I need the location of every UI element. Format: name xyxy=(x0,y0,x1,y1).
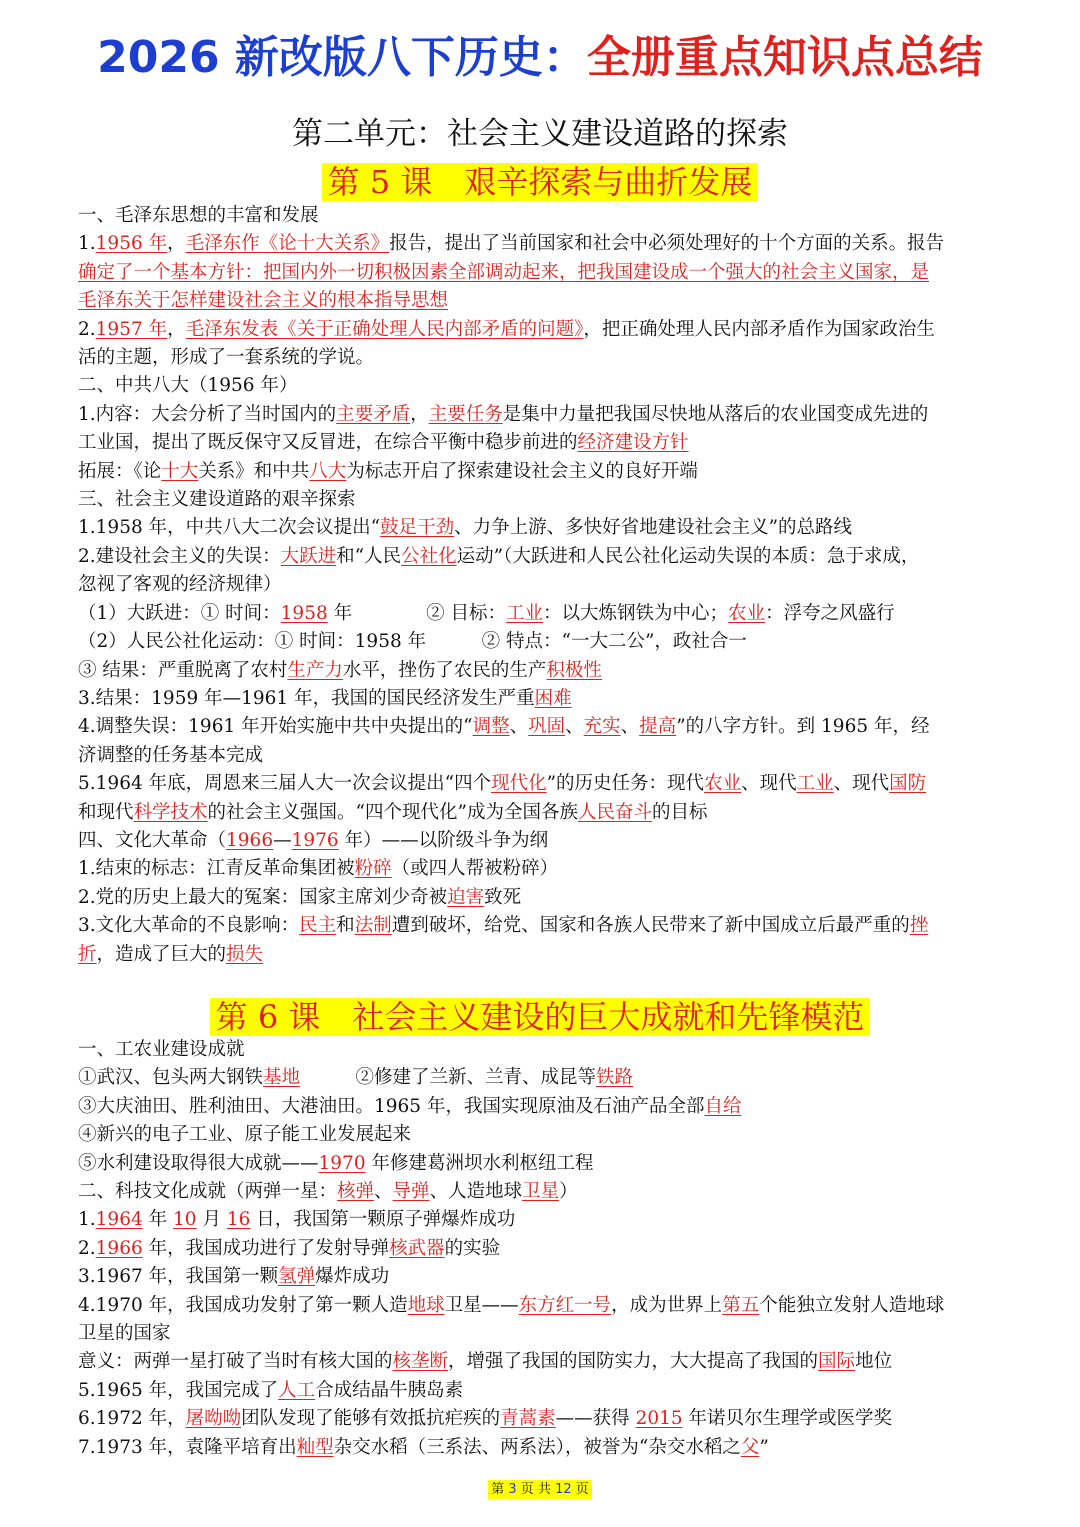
text-segment: ——获得 xyxy=(555,1408,636,1430)
key-term: 自给 xyxy=(704,1095,742,1117)
text-segment: （1）大跃进：① 时间： xyxy=(78,602,281,624)
key-term: 东方红一号 xyxy=(518,1294,612,1316)
lesson-5-heading xyxy=(0,160,1080,204)
text-segment: 6.1972 年， xyxy=(78,1408,186,1430)
text-segment: 一、毛泽东思想的丰富和发展 xyxy=(78,205,319,226)
key-term: 16 xyxy=(226,1209,251,1231)
content-line xyxy=(78,685,1008,713)
content-line xyxy=(78,1263,1008,1291)
unit-heading: 第二单元：社会主义建设道路的探索 xyxy=(292,116,788,152)
content-line xyxy=(78,770,1008,798)
key-term: 损失 xyxy=(226,943,264,965)
key-term: 法制 xyxy=(354,915,392,937)
content-line xyxy=(78,1377,1008,1405)
content-line xyxy=(78,1093,1008,1121)
text-segment: 关系》和中共 xyxy=(198,460,310,482)
key-term: 毛泽东发表《关于正确处理人民内部矛盾的问题》 xyxy=(185,318,584,340)
text-segment: （2）人民公社化运动：① 时间：1958 年 ② 特点：“一大二公”，政社合一 xyxy=(78,631,747,653)
text-segment: 3.结果：1959 年—1961 年，我国的国民经济发生严重 xyxy=(78,687,535,709)
text-segment: ” xyxy=(759,1436,769,1458)
key-term: 挫 xyxy=(909,915,929,937)
key-term: 1970 xyxy=(318,1152,366,1174)
text-segment: 年 xyxy=(142,1209,174,1231)
key-term: 工业 xyxy=(796,773,834,795)
key-term: 迫害 xyxy=(447,886,485,908)
key-term: 人民奋斗 xyxy=(577,801,652,823)
text-segment: 卫星—— xyxy=(444,1294,519,1316)
text-segment: ”的八字方针。到 1965 年，经 xyxy=(676,716,930,738)
key-term: 充实 xyxy=(583,716,621,738)
text-segment: 、 xyxy=(374,1181,393,1203)
key-term: 折 xyxy=(78,943,97,965)
key-term: 巩固 xyxy=(528,716,566,738)
text-segment: ，成为世界上 xyxy=(611,1294,723,1316)
key-term: 毛泽东作《论十大关系》 xyxy=(185,233,390,255)
key-term: 人工 xyxy=(278,1379,316,1401)
key-term: 父 xyxy=(740,1436,760,1458)
text-segment: 忽视了客观的经济规律） xyxy=(78,574,282,596)
key-term: 核武器 xyxy=(389,1237,445,1259)
content-line xyxy=(78,855,1008,883)
key-term: 第五 xyxy=(722,1294,760,1316)
key-term: 屠呦呦 xyxy=(185,1408,242,1430)
key-term: 1966 xyxy=(95,1237,143,1259)
text-segment: 二、中共八大（1956 年） xyxy=(78,375,298,397)
key-term: 十大 xyxy=(161,460,199,482)
footer-middle: 页 共 xyxy=(520,1482,551,1497)
key-term: 大跃进 xyxy=(280,545,337,567)
key-term: 科学技术 xyxy=(133,801,208,823)
content-line xyxy=(78,1064,1008,1092)
text-segment: 济调整的任务基本完成 xyxy=(78,744,264,766)
text-segment: 年）——以阶级斗争为纲 xyxy=(338,829,549,851)
text-segment: 、人造地球 xyxy=(429,1181,523,1203)
text-segment: 4.调整失误：1961 年开始实施中共中央提出的“ xyxy=(78,716,473,738)
text-segment: 卫星的国家 xyxy=(78,1323,171,1345)
text-segment: 的实验 xyxy=(444,1237,501,1259)
text-segment: 7.1973 年，袁隆平培育出 xyxy=(78,1436,297,1458)
content-line xyxy=(78,458,1008,486)
key-term: 1958 xyxy=(280,602,328,624)
key-term: 农业 xyxy=(704,773,742,795)
text-segment: 5.1965 年，我国完成了 xyxy=(78,1379,279,1401)
key-term: 主要矛盾 xyxy=(336,403,411,425)
content-line xyxy=(78,1036,1008,1064)
content-line xyxy=(78,1320,1008,1348)
content-line xyxy=(78,1348,1008,1376)
text-segment: 活的主题，形成了一套系统的学说。 xyxy=(78,347,375,369)
text-segment: 一、工农业建设成就 xyxy=(78,1039,245,1060)
content-line xyxy=(78,657,1008,685)
key-term: 卫星 xyxy=(522,1181,560,1203)
key-term: 1957 年 xyxy=(95,318,168,340)
content-line xyxy=(78,1292,1008,1320)
lesson-5-content xyxy=(78,202,1008,969)
text-segment: 杂交水稻（三系法、两系法），被誉为“杂交水稻之 xyxy=(333,1436,741,1458)
key-term: 1964 xyxy=(95,1209,143,1231)
content-line xyxy=(78,1434,1008,1462)
lesson-6-content xyxy=(78,1036,1008,1462)
content-line xyxy=(78,799,1008,827)
text-segment: 和“人民 xyxy=(336,545,402,567)
content-line xyxy=(78,1206,1008,1234)
text-segment: 1. xyxy=(78,1209,96,1231)
text-segment: 和现代 xyxy=(78,801,134,823)
key-term: 主要任务 xyxy=(428,403,503,425)
text-segment: 二、科技文化成就（两弹一星： xyxy=(78,1181,338,1203)
text-segment: ”的历史任务：现代 xyxy=(546,773,705,795)
lesson-6-heading xyxy=(0,995,1080,1039)
footer-suffix: 页 xyxy=(575,1482,589,1497)
text-segment: 年诺贝尔生理学或医学奖 xyxy=(682,1408,893,1430)
text-segment: ：以大炼钢铁为中心； xyxy=(543,602,729,624)
content-line xyxy=(78,1235,1008,1263)
lesson-5-title: 第 5 课 艰辛探索与曲折发展 xyxy=(322,163,759,201)
text-segment: 2. xyxy=(78,1237,96,1259)
content-line xyxy=(78,1405,1008,1433)
content-line xyxy=(78,1121,1008,1149)
page-footer xyxy=(0,1478,1080,1497)
content-line xyxy=(78,401,1008,429)
text-segment: 拓展：《论 xyxy=(78,460,162,482)
text-segment: 3.文化大革命的不良影响： xyxy=(78,915,300,937)
text-segment: ③大庆油田、胜利油田、大港油田。1965 年，我国实现原油及石油产品全部 xyxy=(78,1095,705,1117)
text-segment: 合成结晶牛胰岛素 xyxy=(315,1379,464,1401)
key-term: 导弹 xyxy=(392,1181,430,1203)
content-line xyxy=(78,202,1008,230)
key-term: 核垄断 xyxy=(392,1351,449,1373)
key-term: 生产力 xyxy=(287,659,343,681)
text-segment: 报告，提出了当前国家和社会中必须处理好的十个方面的关系。报告 xyxy=(389,233,945,255)
text-segment: 工业国，提出了既反保守又反冒进，在综合平衡中稳步前进的 xyxy=(78,432,578,454)
text-segment: ②修建了兰新、兰青、成昆等 xyxy=(300,1067,597,1089)
page-number-badge xyxy=(488,1480,592,1499)
text-segment: ：浮夸之风盛行 xyxy=(765,602,895,624)
key-term: 2015 xyxy=(635,1408,683,1430)
content-line xyxy=(78,827,1008,855)
text-segment: ，增强了我国的国防实力，大大提高了我国的 xyxy=(448,1351,819,1373)
text-segment: ， xyxy=(410,403,429,425)
text-segment: 团队发现了能够有效抵抗疟疾的 xyxy=(241,1408,501,1430)
key-term: 青蒿素 xyxy=(500,1408,556,1430)
text-segment: 、 xyxy=(620,716,640,738)
total-pages: 12 xyxy=(555,1482,572,1497)
content-line xyxy=(78,486,1008,514)
content-line xyxy=(78,600,1008,628)
text-segment: 致死 xyxy=(484,886,522,908)
text-segment: 三、社会主义建设道路的艰辛探索 xyxy=(78,489,356,511)
content-line xyxy=(78,571,1008,599)
key-term: 10 xyxy=(173,1209,197,1231)
lesson-6-title: 第 6 课 社会主义建设的巨大成就和先锋模范 xyxy=(210,998,871,1036)
content-line xyxy=(78,316,1008,344)
key-term: 1956 年 xyxy=(95,233,168,255)
content-line xyxy=(78,543,1008,571)
content-line xyxy=(78,1178,1008,1206)
content-line xyxy=(78,514,1008,542)
text-segment: 1.内容：大会分析了当时国内的 xyxy=(78,403,337,425)
text-segment: ，造成了巨大的 xyxy=(96,943,227,965)
text-segment: 年 ② 目标： xyxy=(327,602,507,624)
key-term: 八大 xyxy=(309,460,347,482)
key-term: 毛泽东关于怎样建设社会主义的根本指导思想 xyxy=(78,290,449,312)
key-term: 基地 xyxy=(263,1067,301,1089)
text-segment: 2. xyxy=(78,318,96,340)
content-line xyxy=(78,884,1008,912)
content-line xyxy=(78,372,1008,400)
text-segment: 月 xyxy=(196,1209,227,1231)
key-term: 籼型 xyxy=(296,1436,334,1458)
text-segment: 4.1970 年，我国成功发射了第一颗人造 xyxy=(78,1294,408,1316)
key-term: 提高 xyxy=(639,716,677,738)
text-segment: 、现代 xyxy=(833,773,890,795)
key-term: 公社化 xyxy=(401,545,457,567)
text-segment: 、 xyxy=(565,716,584,738)
key-term: 氢弹 xyxy=(278,1266,316,1288)
text-segment: （或四人帮被粉碎） xyxy=(391,858,559,880)
title-red-part: 全册重点知识点总结 xyxy=(586,32,983,83)
text-segment: ） xyxy=(559,1181,578,1203)
text-segment: ， xyxy=(167,318,186,340)
key-term: 确定了一个基本方针：把国内外一切积极因素全部调动起来，把我国建设成一个强大的社会主义国家，是 xyxy=(78,261,930,283)
text-segment: 和 xyxy=(336,915,355,937)
text-segment: 1. xyxy=(78,233,96,255)
content-line xyxy=(78,912,1008,940)
text-segment: 2.党的历史上最大的冤案：国家主席刘少奇被 xyxy=(78,886,448,908)
text-segment: 运动”（大跃进和人民公社化运动失误的本质：急于求成， xyxy=(456,545,920,567)
key-term: 铁路 xyxy=(596,1067,634,1089)
text-segment: ①武汉、包头两大钢铁 xyxy=(78,1067,264,1089)
text-segment: ⑤水利建设取得很大成就—— xyxy=(78,1152,319,1174)
content-line xyxy=(78,742,1008,770)
current-page: 3 xyxy=(508,1482,517,1497)
footer-prefix: 第 xyxy=(491,1482,505,1497)
key-term: 农业 xyxy=(728,602,766,624)
text-segment: 地位 xyxy=(855,1351,893,1373)
key-term: 国际 xyxy=(818,1351,856,1373)
content-line xyxy=(78,287,1008,315)
text-segment: 爆炸成功 xyxy=(315,1266,390,1288)
text-segment: 年，我国成功进行了发射导弹 xyxy=(142,1237,390,1259)
text-segment: 日，我国第一颗原子弹爆炸成功 xyxy=(250,1209,516,1231)
key-term: 民主 xyxy=(299,915,337,937)
content-line xyxy=(78,941,1008,969)
key-term: 1966 xyxy=(226,829,274,851)
text-segment: 个能独立发射人造地球 xyxy=(759,1294,945,1316)
key-term: 经济建设方针 xyxy=(577,432,689,454)
text-segment: 2.建设社会主义的失误： xyxy=(78,545,281,567)
key-term: 现代化 xyxy=(491,773,547,795)
key-term: 国防 xyxy=(889,773,927,795)
content-line xyxy=(78,230,1008,258)
content-line xyxy=(78,429,1008,457)
key-term: 鼓足干劲 xyxy=(380,517,455,539)
content-line xyxy=(78,259,1008,287)
content-line xyxy=(78,628,1008,656)
text-segment: ，把正确处理人民内部矛盾作为国家政治生 xyxy=(583,318,935,340)
content-line xyxy=(78,1150,1008,1178)
text-segment: ③ 结果：严重脱离了农村 xyxy=(78,659,288,681)
text-segment: 为标志开启了探索建设社会主义的良好开端 xyxy=(346,460,698,482)
text-segment: 3.1967 年，我国第一颗 xyxy=(78,1266,279,1288)
text-segment: 1.1958 年，中共八大二次会议提出“ xyxy=(78,517,381,539)
text-segment: 1.结束的标志：江青反革命集团被 xyxy=(78,858,355,880)
content-line xyxy=(78,713,1008,741)
page-title xyxy=(0,26,1080,90)
text-segment: 的目标 xyxy=(651,801,708,823)
text-segment: 年修建葛洲坝水利枢纽工程 xyxy=(365,1152,594,1174)
key-term: 核弹 xyxy=(337,1181,375,1203)
text-segment: 遭到破坏，给党、国家和各族人民带来了新中国成立后最严重的 xyxy=(391,915,910,937)
text-segment: 、力争上游、多快好省地建设社会主义”的总路线 xyxy=(454,517,853,539)
text-segment: 是集中力量把我国尽快地从落后的农业国变成先进的 xyxy=(502,403,929,425)
key-term: 调整 xyxy=(472,716,510,738)
key-term: 粉碎 xyxy=(354,858,392,880)
text-segment: ， xyxy=(167,233,186,255)
text-segment: 的社会主义强国。“四个现代化”成为全国各族 xyxy=(207,801,578,823)
text-segment: 、 xyxy=(509,716,529,738)
text-segment: ④新兴的电子工业、原子能工业发展起来 xyxy=(78,1124,412,1146)
key-term: 工业 xyxy=(506,602,544,624)
key-term: 1976 xyxy=(291,829,339,851)
text-segment: 、现代 xyxy=(741,773,797,795)
text-segment: — xyxy=(273,829,292,851)
content-line xyxy=(78,344,1008,372)
text-segment: 四、文化大革命（ xyxy=(78,829,227,851)
text-segment: 水平，挫伤了农民的生产 xyxy=(342,659,547,681)
title-blue-part: 2026 新改版八下历史： xyxy=(97,32,587,83)
text-segment: 意义：两弹一星打破了当时有核大国的 xyxy=(78,1351,393,1373)
key-term: 困难 xyxy=(534,687,572,709)
key-term: 积极性 xyxy=(546,659,602,681)
key-term: 地球 xyxy=(407,1294,445,1316)
text-segment: 5.1964 年底，周恩来三届人大一次会议提出“四个 xyxy=(78,773,492,795)
